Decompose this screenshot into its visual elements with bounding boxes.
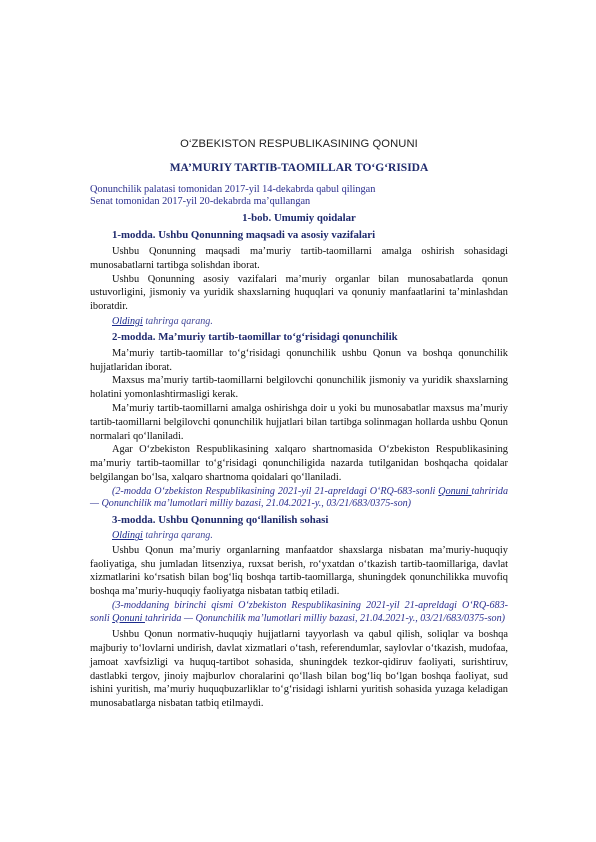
law-link[interactable]: Qonuni (112, 612, 145, 624)
amendment-note-text: (2-modda O‘zbekiston Respublikasining 2021-yil 21-apreldagi O‘RQ-683-sonli (112, 485, 439, 497)
article-2-paragraph-3: Ma’muriy tartib-taomillarni amalga oshirishga doir u yoki bu munosabatlar maxsus ma’muriy tartib-taomillarni belgilovchi qonunchilik hujjatlari bilan tartibga solinmagan hollarda ushbu Qonun normalari qo‘llaniladi. (90, 402, 508, 442)
article-1-heading: 1-modda. Ushbu Qonunning maqsadi va asosiy vazifalari (112, 229, 376, 242)
adoption-line-legislative: Qonunchilik palatasi tomonidan 2017-yil 14-dekabrda qabul qilingan (90, 184, 376, 195)
article-3-paragraph-2: Ushbu Qonun normativ-huquqiy hujjatlarni tayyorlash va qabul qilish, soliqlar va boshqa majburiy to‘lovlarni undirish, davlat xizmatlari o‘tash, referendumlar, saylovlar o‘tkazish, mudofaa, jamoat xavfsizligi va huquq-tartibot sohasida, shuningdek tezkor-qidiruv faoliyati, surishtiruv, dastlabki tergov, jinoiy majburlov choralarini qo‘llash bilan bog‘liq bo‘lgan boshqa faoliyat, sud ishini yuritish, ma’muriy huquqbuzarliklar to‘g‘risidagi ishlarni yuritish sohasida yuzaga keladigan munosabatlarga nisbatan tatbiq etilmaydi. (90, 629, 508, 710)
previous-edition-link[interactable]: Oldingi (112, 530, 143, 542)
law-link[interactable]: Qonuni (438, 485, 472, 497)
chapter-title: 1-bob. Umumiy qoidalar (242, 212, 356, 225)
law-title: MA’MURIY TARTIB-TAOMILLAR TO‘G‘RISIDA (169, 162, 429, 174)
amendment-note-source: tahririda — Qonunchilik ma’lumotlari milliy bazasi, 21.04.2021-y., 03/21/683/0375-son) (144, 612, 505, 624)
article-3-heading: 3-modda. Ushbu Qonunning qo‘llanilish sohasi (112, 513, 329, 526)
article-2-paragraph-1: Ma’muriy tartib-taomillar to‘g‘risidagi qonunchilik ushbu Qonun va boshqa qonunchilik hujjatlaridan iborat. (90, 347, 508, 373)
adoption-line-senate: Senat tomonidan 2017-yil 20-dekabrda ma’qullangan (90, 196, 311, 208)
amendment-note-source: tahririda — Qonunchilik ma’lumotlari milliy bazasi, 21.04.2021-y., 03/21/683/0375-son) (90, 485, 509, 510)
article-3-amendment-note (90, 600, 508, 625)
article-2-amendment-note (90, 486, 508, 511)
country-heading: O‘ZBEKISTON RESPUBLIKASINING QONUNI (180, 138, 418, 150)
article-2-paragraph-4: Agar O‘zbekiston Respublikasining xalqaro shartnomasida O‘zbekiston Respublikasining ma’muriy tartib-taomillar to‘g‘risidagi qonunchiligida nazarda tutilganidan boshqacha qoidalar belgilangan bo‘lsa, xalqaro shartnoma qoidalari qo‘llaniladi. (90, 444, 508, 483)
previous-edition-link[interactable]: Oldingi (112, 315, 143, 327)
article-1-paragraph-2: Ushbu Qonunning asosiy vazifalari ma’muriy organlar bilan munosabatlarda qonun ustuvorligini, jismoniy va yuridik shaxslarning huquqlari va qonuniy manfaatlarini ta’minlashdan iboratdir. (90, 273, 508, 313)
article-1-previous-edition (90, 315, 508, 328)
previous-edition-text: tahrirga qarang. (142, 530, 213, 542)
amendment-note-text: (3-moddaning birinchi qismi O‘zbekiston Respublikasining 2021-yil 21-apreldagi O‘RQ-683-sonli (90, 600, 508, 624)
adoption-info (90, 184, 508, 208)
previous-edition-text: tahrirga qarang. (142, 315, 213, 327)
article-3-previous-edition (90, 529, 508, 542)
article-2-paragraph-2: Maxsus ma’muriy tartib-taomillarni belgilovchi qonunchilik jismoniy va yuridik shaxslarning holatini yomonlashtirmasligi kerak. (90, 375, 508, 401)
article-1-paragraph-1: Ushbu Qonunning maqsadi ma’muriy tartib-taomillarni amalga oshirish sohasidagi munosabatlarni tartibga solishdan iborat. (90, 245, 508, 271)
article-3-paragraph-1: Ushbu Qonun ma’muriy organlarning manfaatdor shaxslarga nisbatan ma’muriy-huquqiy faoliyatiga, shu jumladan litsenziya, ruxsat berish, ro‘yxatdan o‘tkazish tartib-taomillariga, davlat xizmatlarini ko‘rsatish bilan bog‘liq boshqa tartib-taomillarga, shuningdek qonunchilikka muvofiq boshqa ma’muriy-huquqiy faoliyatga nisbatan tatbiq etiladi. (90, 544, 508, 598)
top-margin (90, 0, 508, 137)
article-2-heading: 2-modda. Ma’muriy tartib-taomillar to‘g‘risidagi qonunchilik (112, 331, 398, 344)
